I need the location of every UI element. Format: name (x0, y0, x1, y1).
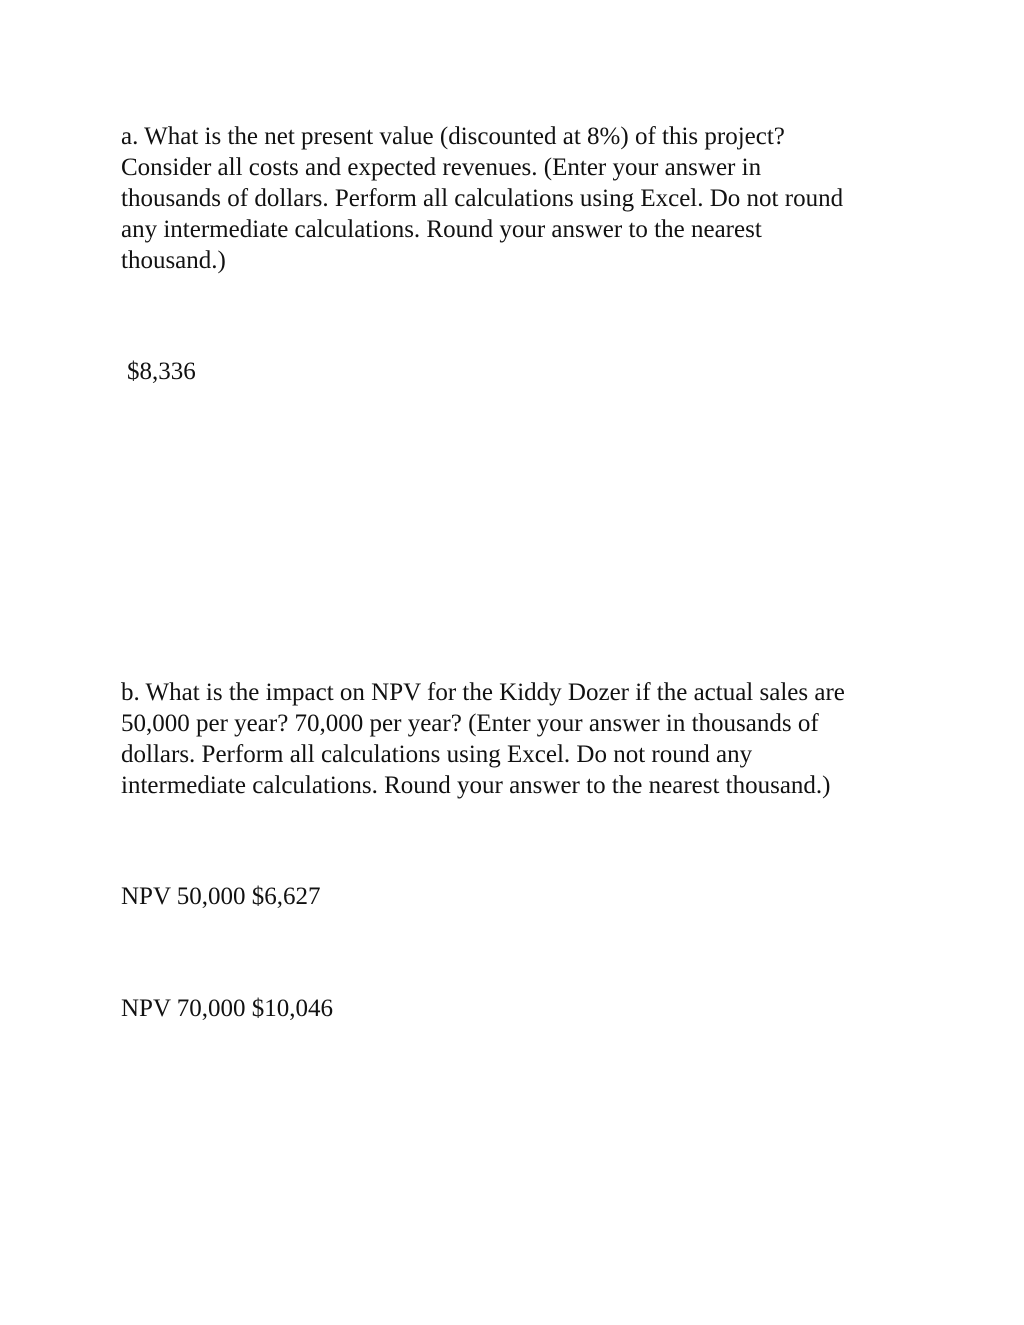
question-b-text (121, 677, 911, 801)
question-b-line: intermediate calculations. Round your answer to the nearest thousand.) (121, 772, 831, 799)
question-a-line: any intermediate calculations. Round your answer to the nearest (121, 216, 762, 243)
question-b-line: 50,000 per year? 70,000 per year? (Enter your answer in thousands of (121, 710, 819, 737)
question-a-line: a. What is the net present value (discounted at 8%) of this project? (121, 123, 785, 150)
question-b-line: dollars. Perform all calculations using Excel. Do not round any (121, 741, 753, 768)
question-a-line: thousands of dollars. Perform all calculations using Excel. Do not round (121, 185, 844, 212)
question-a-text (121, 121, 911, 276)
question-a-line: thousand.) (121, 247, 226, 274)
question-b-line: b. What is the impact on NPV for the Kiddy Dozer if the actual sales are (121, 679, 845, 706)
question-a-line: Consider all costs and expected revenues. (Enter your answer in (121, 154, 762, 181)
answer-a: $8,336 (127, 358, 196, 385)
answer-b-npv-50000: NPV 50,000 $6,627 (121, 883, 321, 910)
answer-b-npv-70000: NPV 70,000 $10,046 (121, 995, 334, 1022)
